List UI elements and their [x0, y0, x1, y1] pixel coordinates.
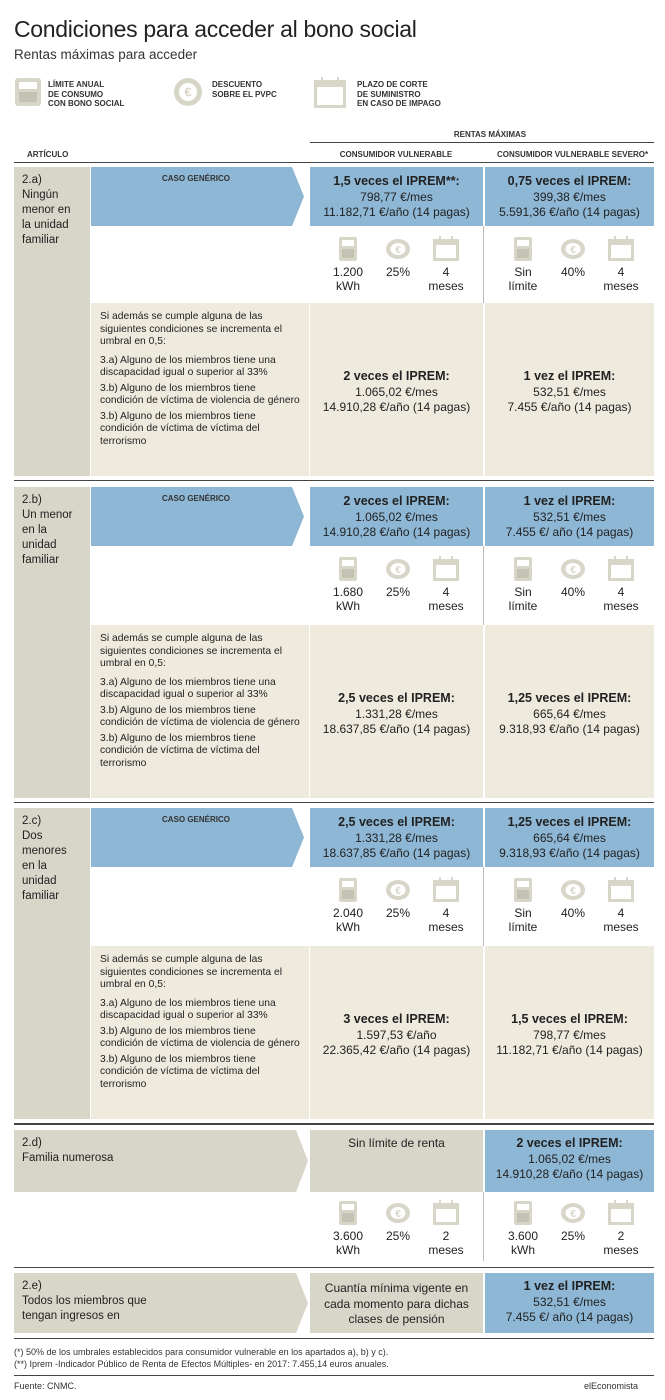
- value-line: 798,77 €/mes: [533, 1027, 606, 1042]
- icon-wrap: [501, 1200, 545, 1230]
- icon-value: meses: [603, 919, 639, 934]
- descuento: [376, 556, 420, 600]
- generic-severo-value: [485, 494, 654, 541]
- value-line: 1.065,02 €/mes: [355, 509, 438, 524]
- value-line: 1,25 veces el IPREM:: [507, 815, 632, 829]
- icon-wrap: [501, 877, 545, 907]
- icon-value: meses: [428, 1242, 464, 1257]
- icon-wrap: [599, 236, 643, 266]
- icons-divider: [483, 1192, 484, 1261]
- value-line: 665,64 €/mes: [533, 706, 606, 721]
- icon-wrap: [326, 556, 370, 586]
- generic-vulnerable-value: [310, 815, 483, 862]
- icon-value: meses: [603, 1242, 639, 1257]
- value-line: 7.455 €/ año (14 pagas): [505, 525, 634, 539]
- icon-value: límite: [508, 598, 538, 613]
- calendar-icon: [607, 556, 635, 582]
- icon-value: 25%: [385, 585, 411, 599]
- svg-text:€: €: [395, 886, 401, 897]
- plazo-corte: [599, 1200, 643, 1257]
- plazo-corte: [599, 236, 643, 293]
- icon-wrap: [376, 877, 420, 907]
- increment-severo-value: [485, 691, 654, 738]
- icon-value: 1.200: [332, 265, 364, 279]
- icon-wrap: [501, 556, 545, 586]
- consumo-limit: [501, 236, 545, 293]
- increment-vulnerable-value: [310, 369, 483, 416]
- meter-icon: [509, 556, 537, 582]
- svg-text:€: €: [395, 245, 401, 256]
- icon-value: 2: [442, 1229, 450, 1243]
- value-line: 11.182,71 €/año (14 pagas): [323, 205, 470, 219]
- icon-value: límite: [508, 919, 538, 934]
- article-label-line: 2.c): [22, 815, 42, 827]
- article-label-line: en la: [22, 860, 47, 872]
- icon-value: meses: [603, 278, 639, 293]
- increment-conditions: [100, 311, 300, 451]
- article-label-line: 2.a): [22, 174, 42, 186]
- icon-value: 2.040: [332, 906, 364, 920]
- icon-wrap: [424, 877, 468, 907]
- value-line: 1 vez el IPREM:: [523, 1279, 616, 1293]
- header-severo: CONSUMIDOR VULNERABLE SEVERO*: [496, 150, 649, 159]
- condition-intro: Si además se cumple alguna de las siguientes condiciones se incrementa el umbral en 0,5:: [100, 311, 283, 347]
- generic-severo-value: [485, 815, 654, 862]
- section-e-arrow: [288, 1273, 308, 1333]
- icon-value: kWh: [336, 598, 360, 613]
- value-line: 2 veces el IPREM:: [516, 1136, 623, 1150]
- source: Fuente: CNMC.: [14, 1381, 77, 1391]
- meter-icon: [334, 556, 362, 582]
- condition-a: 3.a) Alguno de los miembros tiene una discapacidad igual o superior al 33%: [100, 676, 276, 700]
- value-line: 3 veces el IPREM:: [343, 1012, 450, 1026]
- article-label-line: familiar: [22, 234, 60, 246]
- icon-value: kWh: [511, 1242, 535, 1257]
- icon-value: Sin: [514, 906, 532, 920]
- plazo-corte: [424, 556, 468, 613]
- icon-value: 4: [442, 585, 450, 599]
- condition-c: 3.b) Alguno de los miembros tiene condición de víctima de víctima del terrorismo: [100, 410, 260, 447]
- section-line: [14, 802, 654, 803]
- value-line: 7.455 €/año (14 pagas): [507, 400, 632, 414]
- page-subtitle: Rentas máximas para acceder: [14, 47, 198, 62]
- consumo-limit: [501, 1200, 545, 1257]
- icon-value: 4: [617, 265, 625, 279]
- condition-b: 3.b) Alguno de los miembros tiene condición de víctima de violencia de género: [100, 704, 300, 728]
- calendar-icon: [432, 1200, 460, 1226]
- condition-a: 3.a) Alguno de los miembros tiene una discapacidad igual o superior al 33%: [100, 354, 276, 378]
- value-line: 665,64 €/mes: [533, 830, 606, 845]
- article-label: [22, 173, 90, 248]
- icon-value: kWh: [336, 278, 360, 293]
- icon-value: 3.600: [507, 1229, 539, 1243]
- icon-value: 3.600: [332, 1229, 364, 1243]
- legend-consumo-text: LÍMITE ANUAL DE CONSUMO CON BONO SOCIAL: [48, 80, 125, 108]
- value-line: 1,5 veces el IPREM**:: [333, 174, 460, 188]
- generic-severo-value: [485, 174, 654, 221]
- svg-text:€: €: [570, 565, 576, 576]
- value-line: 1,25 veces el IPREM:: [507, 691, 632, 705]
- increment-vulnerable-value: [310, 691, 483, 738]
- generic-arrow: [286, 487, 304, 546]
- value-line: 532,51 €/mes: [533, 509, 606, 524]
- article-label: [22, 814, 90, 904]
- article-label-line: unidad: [22, 875, 57, 887]
- consumo-limit: [501, 556, 545, 613]
- section-d-severo-value: [485, 1136, 654, 1183]
- article-label-line: 2.d): [22, 1137, 42, 1149]
- value-line: Cuantía mínima vigente en: [324, 1281, 469, 1295]
- legend-plazo: [313, 77, 473, 111]
- header-articulo: ARTÍCULO: [27, 150, 69, 159]
- icon-wrap: [551, 236, 595, 266]
- value-line: 1.597,53 €/año: [356, 1027, 437, 1042]
- value-line: 798,77 €/mes: [360, 189, 433, 204]
- section-d-arrow: [288, 1130, 308, 1192]
- article-label-line: familiar: [22, 890, 60, 902]
- section-d-label: [22, 1136, 282, 1166]
- value-line: 532,51 €/mes: [533, 384, 606, 399]
- icon-value: meses: [428, 598, 464, 613]
- plazo-corte: [599, 556, 643, 613]
- value-line: 7.455 €/ año (14 pagas): [505, 1310, 634, 1324]
- value-line: 14.910,28 €/año (14 pagas): [495, 1167, 644, 1181]
- euro-coin-icon: [559, 877, 587, 903]
- value-line: 22.365,42 €/año (14 pagas): [322, 1043, 471, 1057]
- calendar-icon: [432, 877, 460, 903]
- icon-wrap: [501, 236, 545, 266]
- generic-vulnerable-value: [310, 174, 483, 221]
- value-line: 2 veces el IPREM:: [343, 494, 450, 508]
- descuento: [376, 1200, 420, 1244]
- condition-a: 3.a) Alguno de los miembros tiene una discapacidad igual o superior al 33%: [100, 997, 276, 1021]
- condition-intro: Si además se cumple alguna de las siguientes condiciones se incrementa el umbral en 0,5:: [100, 633, 283, 669]
- legend-descuento: [172, 77, 312, 111]
- caso-generico-label: CASO GENÉRICO: [162, 494, 231, 503]
- icon-wrap: [551, 1200, 595, 1230]
- svg-text:€: €: [395, 1209, 401, 1220]
- calendar-icon: [607, 877, 635, 903]
- legend-consumo: [14, 77, 164, 111]
- article-label-line: la unidad: [22, 219, 69, 231]
- consumo-limit: [326, 1200, 370, 1257]
- plazo-corte: [424, 236, 468, 293]
- value-line: 14.910,28 €/año (14 pagas): [322, 525, 471, 539]
- header-vulnerable: CONSUMIDOR VULNERABLE: [339, 150, 453, 159]
- article-label-line: en la: [22, 524, 47, 536]
- header-rentas: RENTAS MÁXIMAS: [453, 130, 527, 139]
- icon-value: meses: [428, 278, 464, 293]
- article-label-line: Dos: [22, 830, 43, 842]
- icon-value: 25%: [560, 1229, 586, 1243]
- calendar-icon: [432, 556, 460, 582]
- plazo-corte: [424, 1200, 468, 1257]
- meter-icon: [14, 77, 42, 107]
- icon-wrap: [424, 556, 468, 586]
- icons-divider: [483, 546, 484, 625]
- euro-coin-icon: [559, 236, 587, 262]
- article-label-line: 2.b): [22, 494, 42, 506]
- icon-value: 25%: [385, 906, 411, 920]
- value-line: 1.065,02 €/mes: [528, 1151, 611, 1166]
- meter-icon: [509, 236, 537, 262]
- value-line: cada momento para dichas: [324, 1296, 469, 1311]
- icon-value: 4: [617, 906, 625, 920]
- descuento: [551, 877, 595, 921]
- icon-value: 40%: [560, 585, 586, 599]
- increment-severo-value: [485, 369, 654, 416]
- article-label-line: menores: [22, 845, 67, 857]
- icon-value: kWh: [336, 919, 360, 934]
- section-line: [14, 1267, 654, 1268]
- condition-intro: Si además se cumple alguna de las siguientes condiciones se incrementa el umbral en 0,5:: [100, 954, 283, 990]
- condition-b: 3.b) Alguno de los miembros tiene condición de víctima de violencia de género: [100, 1025, 300, 1049]
- value-line: 1.331,28 €/mes: [355, 706, 438, 721]
- icon-wrap: [551, 556, 595, 586]
- increment-vulnerable-value: [310, 1012, 483, 1059]
- header-divider: [310, 142, 654, 143]
- icon-value: 4: [617, 585, 625, 599]
- value-line: 2,5 veces el IPREM:: [338, 691, 455, 705]
- consumo-limit: [326, 877, 370, 934]
- svg-text:€: €: [570, 245, 576, 256]
- value-line: 399,38 €/mes: [533, 189, 606, 204]
- descuento: [551, 236, 595, 280]
- icon-value: meses: [428, 919, 464, 934]
- icon-wrap: [376, 556, 420, 586]
- icon-value: 40%: [560, 906, 586, 920]
- icon-value: kWh: [336, 1242, 360, 1257]
- svg-text:€: €: [570, 886, 576, 897]
- article-label-line: tengan ingresos en: [22, 1310, 120, 1322]
- header-bottom-line: [14, 162, 654, 163]
- icon-wrap: [599, 556, 643, 586]
- caso-generico-label: CASO GENÉRICO: [162, 815, 231, 824]
- article-label-line: Todos los miembros que: [22, 1295, 147, 1307]
- meter-icon: [334, 877, 362, 903]
- condition-c: 3.b) Alguno de los miembros tiene condición de víctima de víctima del terrorismo: [100, 732, 260, 769]
- value-line: 5.591,36 €/año (14 pagas): [499, 205, 640, 219]
- footnote-2: (**) Iprem -Indicador Público de Renta de Efectos Múltiples- en 2017: 7.455,14 euros anuales.: [14, 1359, 389, 1369]
- value-line: 1.331,28 €/mes: [355, 830, 438, 845]
- section-e-severo-value: [485, 1279, 654, 1326]
- generic-arrow: [286, 808, 304, 867]
- article-label: [22, 493, 90, 568]
- value-line: 18.637,85 €/año (14 pagas): [322, 722, 471, 736]
- icon-value: Sin: [514, 585, 532, 599]
- section-line: [14, 1338, 654, 1339]
- value-line: 2,5 veces el IPREM:: [338, 815, 455, 829]
- increment-conditions: [100, 633, 300, 773]
- section-line: [14, 480, 654, 481]
- section-line: [14, 1124, 654, 1125]
- icon-value: 4: [442, 265, 450, 279]
- euro-coin-icon: [384, 236, 412, 262]
- article-label-line: unidad: [22, 539, 57, 551]
- generic-vulnerable-value: [310, 494, 483, 541]
- calendar-icon: [313, 77, 347, 109]
- value-line: 9.318,93 €/año (14 pagas): [499, 722, 640, 736]
- meter-icon: [509, 877, 537, 903]
- value-line: clases de pensión: [348, 1312, 445, 1326]
- consumo-limit: [326, 236, 370, 293]
- value-line: 1,5 veces el IPREM:: [511, 1012, 628, 1026]
- icon-value: 25%: [385, 265, 411, 279]
- icons-divider: [483, 867, 484, 946]
- calendar-icon: [432, 236, 460, 262]
- descuento: [376, 877, 420, 921]
- section-e-vulnerable-value: [310, 1281, 483, 1328]
- section-d-vulnerable-value: Sin límite de renta: [348, 1136, 445, 1150]
- svg-text:€: €: [184, 84, 192, 100]
- condition-b: 3.b) Alguno de los miembros tiene condición de víctima de violencia de género: [100, 382, 300, 406]
- value-line: 9.318,93 €/año (14 pagas): [499, 846, 640, 860]
- calendar-icon: [607, 236, 635, 262]
- plazo-corte: [424, 877, 468, 934]
- legend-descuento-text: DESCUENTO SOBRE EL PVPC: [212, 80, 277, 99]
- value-line: 14.910,28 €/año (14 pagas): [322, 400, 471, 414]
- value-line: 18.637,85 €/año (14 pagas): [322, 846, 471, 860]
- icons-divider: [483, 226, 484, 303]
- value-line: 0,75 veces el IPREM:: [507, 174, 632, 188]
- consumo-limit: [501, 877, 545, 934]
- icon-value: 4: [442, 906, 450, 920]
- legend-plazo-text: PLAZO DE CORTE DE SUMINISTRO EN CASO DE IMPAGO: [357, 80, 441, 108]
- section-e-label: [22, 1279, 282, 1324]
- euro-coin-icon: [559, 556, 587, 582]
- euro-coin-icon: [172, 77, 204, 107]
- caso-generico-label: CASO GENÉRICO: [162, 174, 231, 183]
- icon-value: 40%: [560, 265, 586, 279]
- value-line: 2 veces el IPREM:: [343, 369, 450, 383]
- meter-icon: [334, 1200, 362, 1226]
- brand: elEconomista: [584, 1381, 639, 1391]
- icon-value: 2: [617, 1229, 625, 1243]
- icon-wrap: [326, 877, 370, 907]
- descuento: [551, 556, 595, 600]
- article-label-line: menor en: [22, 204, 71, 216]
- euro-coin-icon: [384, 877, 412, 903]
- article-label-line: 2.e): [22, 1280, 42, 1292]
- increment-conditions: [100, 954, 300, 1094]
- meter-icon: [334, 236, 362, 262]
- icon-value: Sin: [514, 265, 532, 279]
- icon-wrap: [376, 1200, 420, 1230]
- article-label-line: Familia numerosa: [22, 1152, 114, 1164]
- consumo-limit: [326, 556, 370, 613]
- page-title: Condiciones para acceder al bono social: [14, 16, 417, 42]
- icon-wrap: [599, 1200, 643, 1230]
- footnote-1: (*) 50% de los umbrales establecidos para consumidor vulnerable en los apartados a), b) y c).: [14, 1347, 389, 1357]
- value-line: 1 vez el IPREM:: [523, 494, 616, 508]
- article-label-line: Un menor: [22, 509, 73, 521]
- descuento: [376, 236, 420, 280]
- icon-wrap: [599, 877, 643, 907]
- icon-wrap: [376, 236, 420, 266]
- increment-severo-value: [485, 1012, 654, 1059]
- euro-coin-icon: [384, 1200, 412, 1226]
- generic-arrow: [286, 167, 304, 226]
- meter-icon: [509, 1200, 537, 1226]
- article-label-line: Ningún: [22, 189, 59, 201]
- icon-wrap: [326, 1200, 370, 1230]
- condition-c: 3.b) Alguno de los miembros tiene condición de víctima de víctima del terrorismo: [100, 1053, 260, 1090]
- icon-wrap: [326, 236, 370, 266]
- value-line: 1 vez el IPREM:: [523, 369, 616, 383]
- calendar-icon: [607, 1200, 635, 1226]
- euro-coin-icon: [384, 556, 412, 582]
- value-line: 532,51 €/mes: [533, 1294, 606, 1309]
- icon-wrap: [551, 877, 595, 907]
- footer-line: [14, 1375, 654, 1376]
- icon-value: meses: [603, 598, 639, 613]
- svg-text:€: €: [570, 1209, 576, 1220]
- icon-value: 25%: [385, 1229, 411, 1243]
- icon-wrap: [424, 1200, 468, 1230]
- icon-value: 1.680: [332, 585, 364, 599]
- value-line: 11.182,71 €/año (14 pagas): [496, 1043, 643, 1057]
- svg-text:€: €: [395, 565, 401, 576]
- descuento: [551, 1200, 595, 1244]
- icon-wrap: [424, 236, 468, 266]
- plazo-corte: [599, 877, 643, 934]
- icon-value: límite: [508, 278, 538, 293]
- euro-coin-icon: [559, 1200, 587, 1226]
- value-line: 1.065,02 €/mes: [355, 384, 438, 399]
- article-label-line: familiar: [22, 554, 60, 566]
